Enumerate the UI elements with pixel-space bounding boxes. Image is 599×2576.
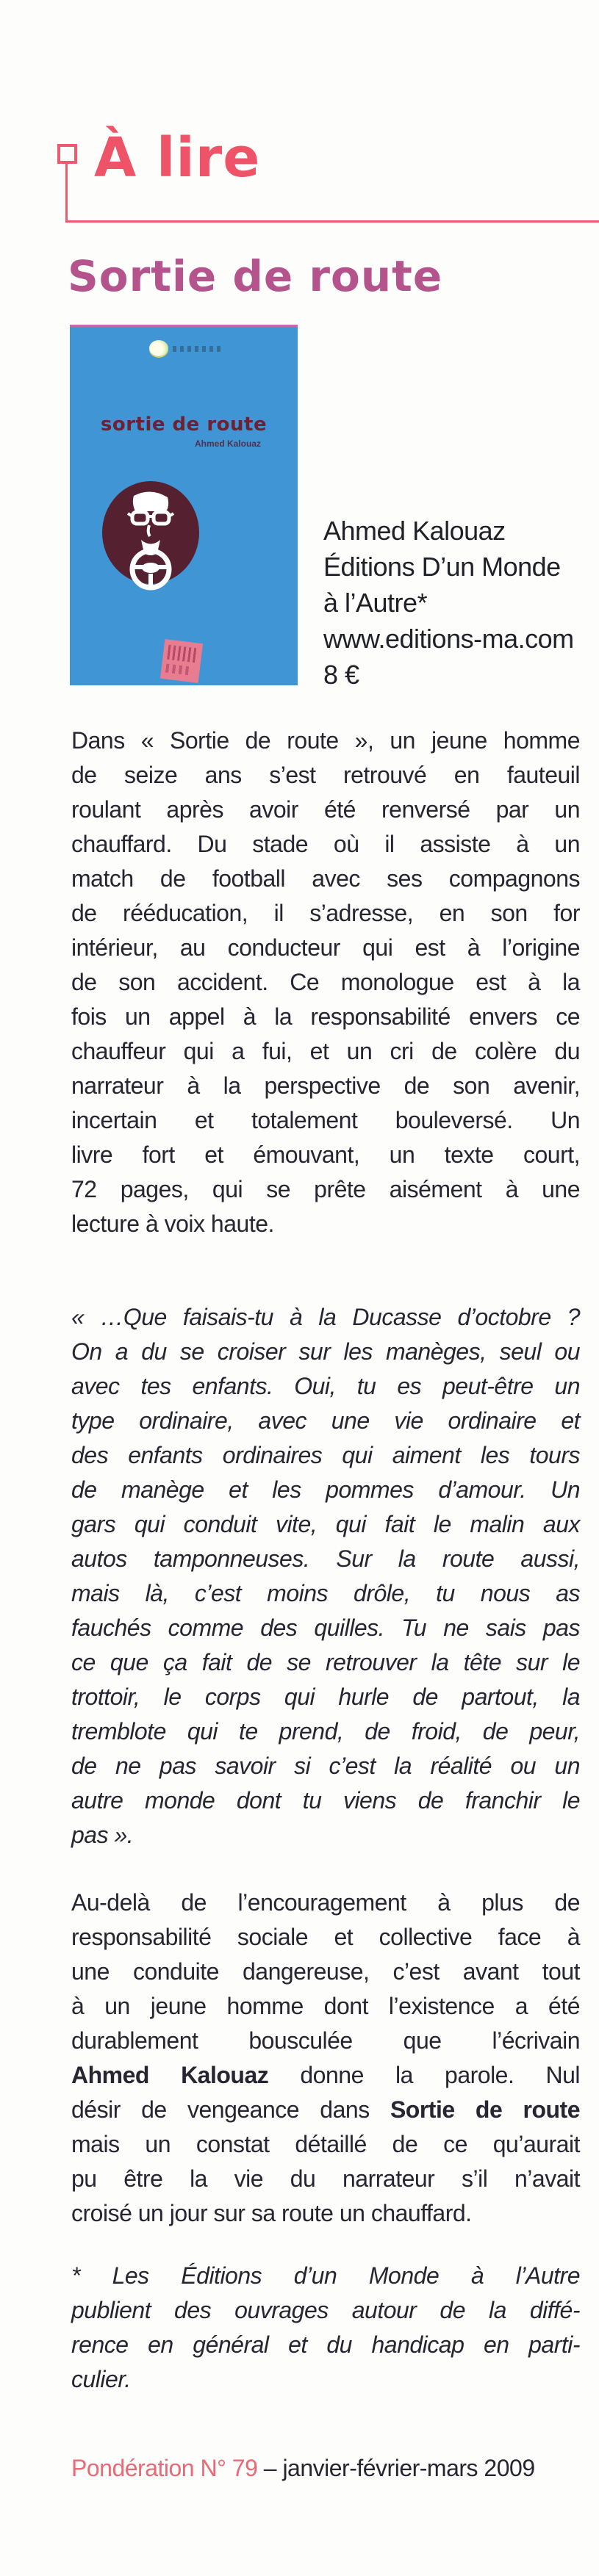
- text-line: rence en général et du handicap en parti-: [71, 2331, 580, 2358]
- text-line: intérieur, au conducteur qui est à l’origine: [71, 934, 580, 961]
- text-line: mais un constat détaillé de ce qu’aurait: [71, 2131, 580, 2157]
- text-line: fauchés comme des quilles. Tu ne sais pas: [71, 1614, 580, 1641]
- sticker-barcode: [165, 664, 193, 676]
- text-line: livre fort et émouvant, un texte court,: [71, 1141, 580, 1168]
- footer-date: – janvier-février-mars 2009: [257, 2455, 535, 2481]
- text-line: avec tes enfants. Oui, tu es peut-être un: [71, 1373, 580, 1399]
- text-line: Ahmed Kalouaz: [323, 516, 506, 546]
- text-line: durablement bousculée que l’écrivain: [71, 2027, 580, 2054]
- text-line: pas ».: [71, 1822, 134, 1848]
- publisher-logo-text: [173, 346, 224, 352]
- cover-title: sortie de route: [100, 414, 268, 436]
- text-line: Éditions D’un Monde: [323, 552, 561, 582]
- page-footer: [71, 2452, 586, 2484]
- text-line: [71, 2058, 580, 2093]
- text-line: de manège et les pommes d’amour. Un: [71, 1476, 580, 1503]
- footer-issue: Pondération N° 79: [71, 2455, 258, 2481]
- text-line: mais là, c’est moins drôle, tu nous as: [71, 1580, 580, 1606]
- text-line: type ordinaire, avec une vie ordinaire et: [71, 1407, 580, 1434]
- text-line: tremblote qui te prend, de froid, de peur,: [71, 1718, 580, 1745]
- text-line: lecture à voix haute.: [71, 1211, 274, 1237]
- cover-author: Ahmed Kalouaz: [194, 439, 261, 449]
- paragraph-analysis: [71, 1886, 580, 2231]
- text-line: gars qui conduit vite, qui fait le malin aux: [71, 1511, 580, 1537]
- text-line: www.editions-ma.com: [323, 624, 574, 654]
- text-line: 72 pages, qui se prête aisément à une: [71, 1176, 580, 1202]
- text-line: des enfants ordinaires qui aiment les tours: [71, 1442, 580, 1468]
- text-line: ce que ça fait de se retrouver la tête sur le: [71, 1649, 580, 1675]
- text-line: * Les Éditions d’un Monde à l’Autre: [71, 2262, 580, 2289]
- text-line: « …Que faisais-tu à la Ducasse d’octobre ?: [71, 1304, 580, 1330]
- text-line: une conduite dangereuse, c’est avant tout: [71, 1958, 580, 1985]
- bold-text: Sortie de route: [390, 2096, 580, 2123]
- price-sticker: [160, 639, 203, 683]
- text-line: autos tamponneuses. Sur la route aussi,: [71, 1545, 580, 1572]
- section-rule-horizontal: [65, 220, 599, 223]
- text-line: chauffeur qui a fui, et un cri de colère du: [71, 1038, 580, 1064]
- section-marker-square: [57, 144, 77, 164]
- text-line: narrateur à la perspective de son avenir,: [71, 1072, 580, 1099]
- text-line: de son accident. Ce monologue est à la: [71, 969, 580, 995]
- text-line: croisé un jour sur sa route un chauffard.: [71, 2200, 472, 2226]
- text-line: [71, 2093, 580, 2127]
- paragraph-quote: [71, 1300, 580, 1852]
- text-line: culier.: [71, 2366, 131, 2392]
- text-line: autre monde dont tu viens de franchir le: [71, 1787, 580, 1814]
- text-segment: donne la parole. Nul: [268, 2062, 581, 2088]
- text-line: chauffard. Du stade où il assiste à un: [71, 831, 580, 857]
- publisher-logo-icon: [149, 340, 168, 356]
- text-line: Au-delà de l’encouragement à plus de: [71, 1889, 580, 1916]
- article-body: [71, 724, 580, 2397]
- bold-text: Ahmed Kalouaz: [71, 2062, 269, 2088]
- sticker-barcode: [167, 645, 198, 663]
- section-rule-vertical: [65, 164, 68, 223]
- text-line: trottoir, le corps qui hurle de partout, la: [71, 1684, 580, 1710]
- article-title: Sortie de route: [68, 251, 443, 301]
- text-line: roulant après avoir été renversé par un: [71, 796, 580, 823]
- text-line: de ne pas savoir si c’est la réalité ou un: [71, 1753, 580, 1779]
- text-line: à un jeune homme dont l’existence a été: [71, 1993, 580, 2019]
- book-info: [323, 513, 588, 693]
- text-line: fois un appel à la responsabilité envers ce: [71, 1003, 580, 1030]
- text-line: de seize ans s’est retrouvé en fauteuil: [71, 762, 580, 788]
- text-line: On a du se croiser sur les manèges, seul ou: [71, 1338, 580, 1365]
- text-line: match de football avec ses compagnons: [71, 865, 580, 892]
- text-line: de rééducation, il s’adresse, en son for: [71, 900, 580, 926]
- book-cover: [70, 325, 298, 685]
- text-line: Dans « Sortie de route », un jeune homme: [71, 727, 580, 754]
- driver-portrait-icon: [96, 480, 206, 605]
- text-line: 8 €: [323, 660, 359, 690]
- section-title: À lire: [94, 126, 261, 190]
- text-line: à l’Autre*: [323, 588, 428, 618]
- text-line: publient des ouvrages autour de la diffé-: [71, 2297, 580, 2323]
- paragraph-intro: [71, 724, 580, 1241]
- text-line: pu être la vie du narrateur s’il n’avait: [71, 2165, 580, 2192]
- text-segment: désir de vengeance dans: [71, 2096, 390, 2123]
- footnote: [71, 2259, 580, 2397]
- text-line: incertain et totalement bouleversé. Un: [71, 1107, 580, 1133]
- text-line: responsabilité sociale et collective face à: [71, 1924, 580, 1950]
